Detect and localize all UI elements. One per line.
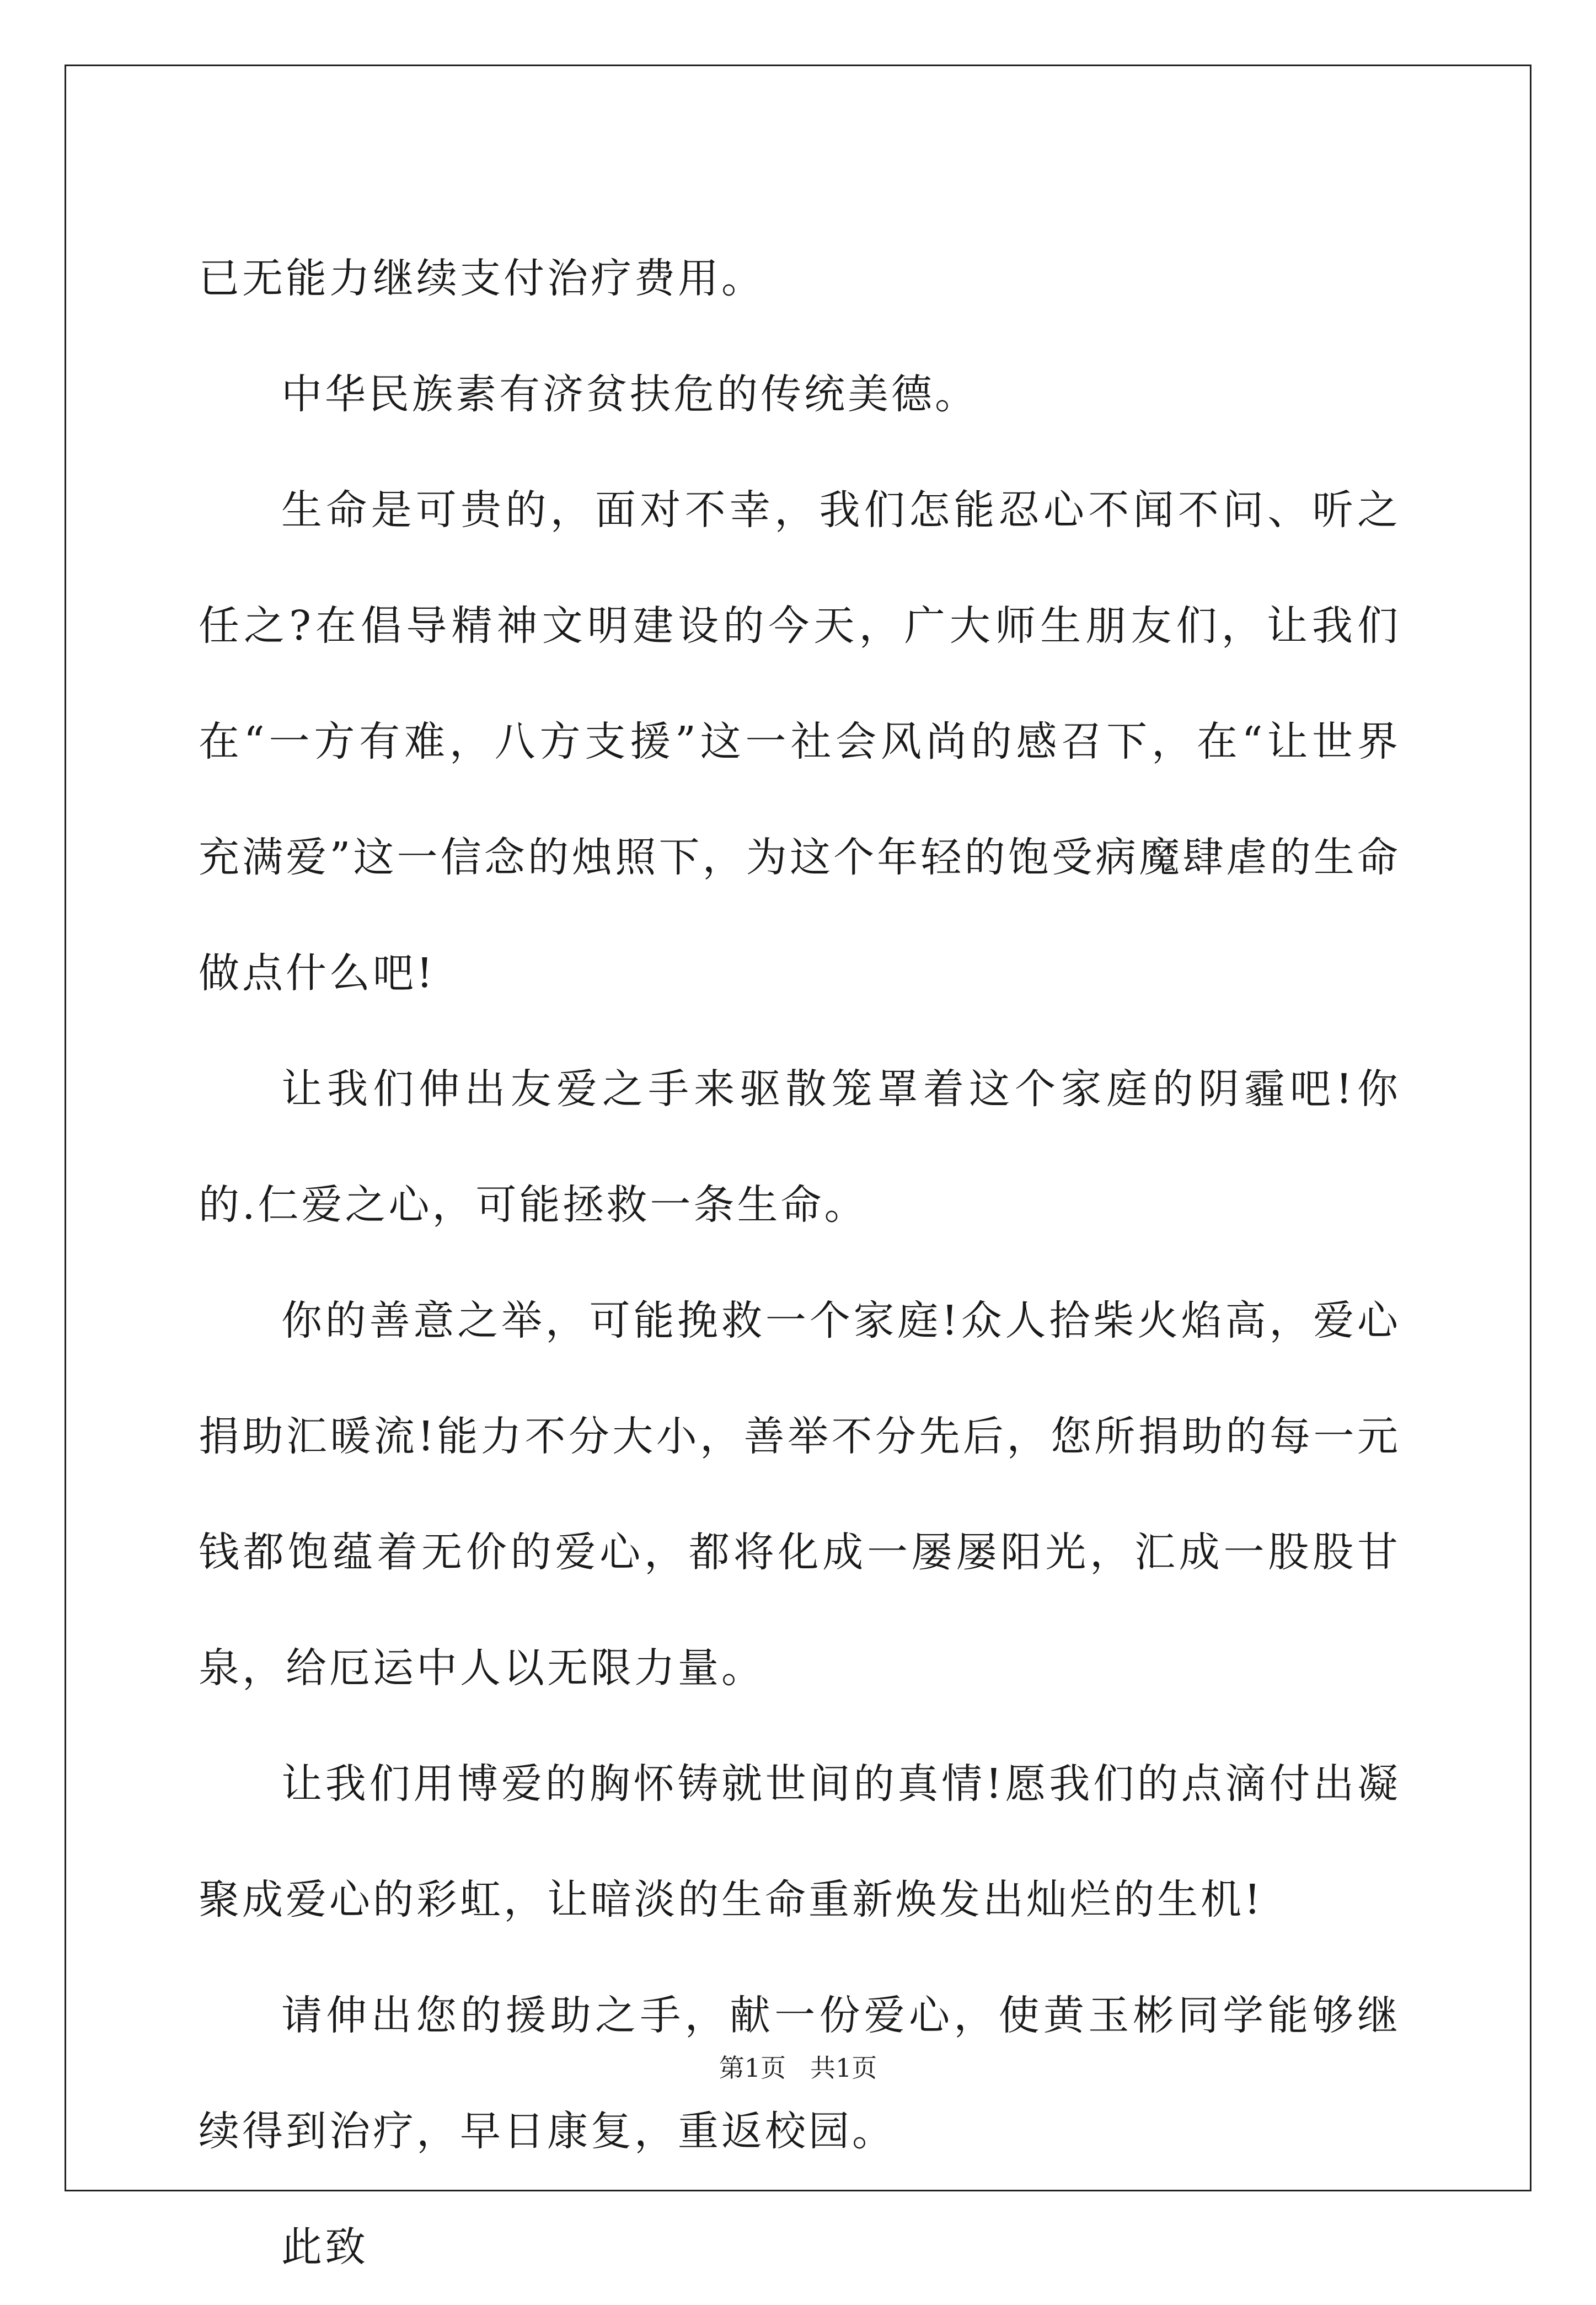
paragraph: 你的善意之举，可能挽救一个家庭!众人拾柴火焰高，爱心捐助汇暖流!能力不分大小，善举不分先后，您所捐助的每一元钱都饱蕴着无价的爱心，都将化成一屡屡阳光，汇成一股股甘泉，给厄运中人以无限力量。 — [199, 1297, 1401, 1692]
paragraph: 中华民族素有济贫扶危的传统美德。 — [281, 371, 978, 418]
document-body — [199, 221, 1401, 2305]
closing-salutation: 此致 — [281, 2223, 368, 2271]
paragraph: 请伸出您的援助之手，献一份爱心，使黄玉彬同学能够继续得到治疗，早日康复，重返校园。 — [199, 1992, 1401, 2155]
paragraph: 让我们用博爱的胸怀铸就世间的真情!愿我们的点滴付出凝聚成爱心的彩虹，让暗淡的生命重新焕发出灿烂的生机! — [199, 1760, 1401, 1923]
paragraph: 生命是可贵的，面对不幸，我们怎能忍心不闻不问、听之任之?在倡导精神文明建设的今天，广大师生朋友们，让我们在“一方有难，八方支援”这一社会风尚的感召下，在“让世界充满爱”这一信念的烛照下，为这个年轻的饱受病魔肆虐的生命做点什么吧! — [199, 486, 1401, 997]
footer-spacer — [786, 2053, 810, 2083]
paragraph: 已无能力继续支付治疗费用。 — [199, 255, 765, 302]
page-total: 共1页 — [810, 2053, 877, 2083]
paragraph: 让我们伸出友爱之手来驱散笼罩着这个家庭的阴霾吧!你的.仁爱之心，可能拯救一条生命。 — [199, 1065, 1401, 1229]
page-footer — [0, 2051, 1596, 2084]
page-number: 第1页 — [719, 2053, 786, 2083]
